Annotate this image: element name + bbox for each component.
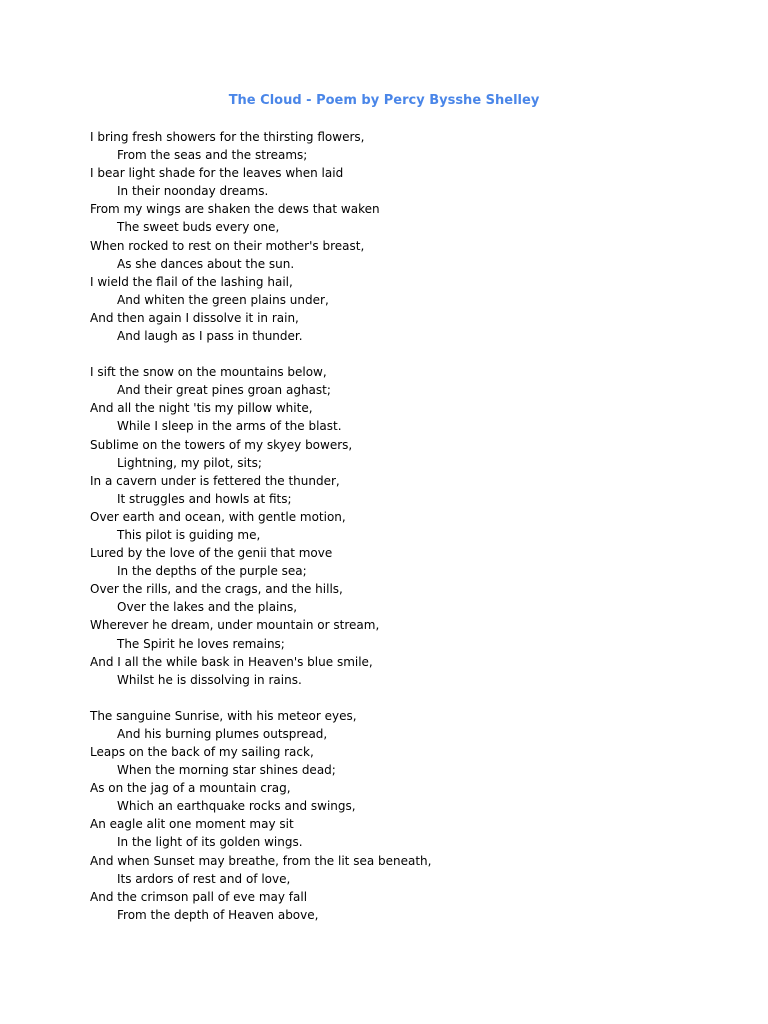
poem-line: Whilst he is dissolving in rains.: [117, 672, 302, 687]
poem-line: Over the lakes and the plains,: [117, 600, 298, 615]
poem-line: And all the night 'tis my pillow white,: [90, 401, 313, 416]
poem-line: I bear light shade for the leaves when laid: [90, 166, 344, 181]
poem-stanza: [90, 707, 730, 924]
poem-title: The Cloud - Poem by Percy Bysshe Shelley: [228, 93, 540, 108]
poem-line: Lured by the love of the genii that move: [90, 546, 333, 561]
poem-line: When rocked to rest on their mother's breast,: [90, 238, 365, 253]
poem-line: An eagle alit one moment may sit: [90, 817, 294, 832]
poem-line: And then again I dissolve it in rain,: [90, 310, 299, 325]
poem-line: And I all the while bask in Heaven's blue smile,: [90, 654, 373, 669]
poem-line: From the depth of Heaven above,: [117, 907, 319, 922]
poem-line: And when Sunset may breathe, from the lit sea beneath,: [90, 853, 432, 868]
poem-line: It struggles and howls at fits;: [117, 491, 292, 506]
poem-line: In the depths of the purple sea;: [117, 564, 307, 579]
poem-line: The Spirit he loves remains;: [117, 636, 285, 651]
poem-line: The sanguine Sunrise, with his meteor eyes,: [90, 708, 357, 723]
poem-line: And laugh as I pass in thunder.: [117, 329, 303, 344]
poem-stanza: [90, 128, 730, 345]
poem-line: Wherever he dream, under mountain or stream,: [90, 618, 380, 633]
poem-line: As on the jag of a mountain crag,: [90, 781, 291, 796]
poem-line: Over the rills, and the crags, and the hills,: [90, 582, 343, 597]
poem-line: The sweet buds every one,: [117, 220, 280, 235]
poem-line: I wield the flail of the lashing hail,: [90, 274, 293, 289]
poem-line: And their great pines groan aghast;: [117, 383, 331, 398]
poem-line: This pilot is guiding me,: [117, 527, 261, 542]
poem-line: Its ardors of rest and of love,: [117, 871, 291, 886]
poem-line: I sift the snow on the mountains below,: [90, 365, 327, 380]
poem-line: From the seas and the streams;: [117, 148, 308, 163]
poem-line: Which an earthquake rocks and swings,: [117, 799, 356, 814]
poem-line: While I sleep in the arms of the blast.: [117, 419, 342, 434]
poem-line: Sublime on the towers of my skyey bowers,: [90, 437, 353, 452]
poem-stanza: [90, 363, 730, 689]
poem-line: In the light of its golden wings.: [117, 835, 303, 850]
poem-line: Lightning, my pilot, sits;: [117, 455, 262, 470]
poem-line: In a cavern under is fettered the thunder,: [90, 473, 340, 488]
poem-line: As she dances about the sun.: [117, 256, 295, 271]
poem-line: I bring fresh showers for the thirsting flowers,: [90, 130, 365, 144]
poem-line: Over earth and ocean, with gentle motion,: [90, 509, 346, 524]
poem-line: In their noonday dreams.: [117, 184, 269, 199]
poem-line: When the morning star shines dead;: [117, 763, 336, 778]
poem-line: From my wings are shaken the dews that waken: [90, 202, 380, 217]
poem-body: [90, 128, 730, 942]
poem-line: And his burning plumes outspread,: [117, 726, 328, 741]
poem-line: Leaps on the back of my sailing rack,: [90, 745, 314, 759]
poem-line: And the crimson pall of eve may fall: [90, 889, 308, 904]
poem-line: And whiten the green plains under,: [117, 292, 329, 307]
